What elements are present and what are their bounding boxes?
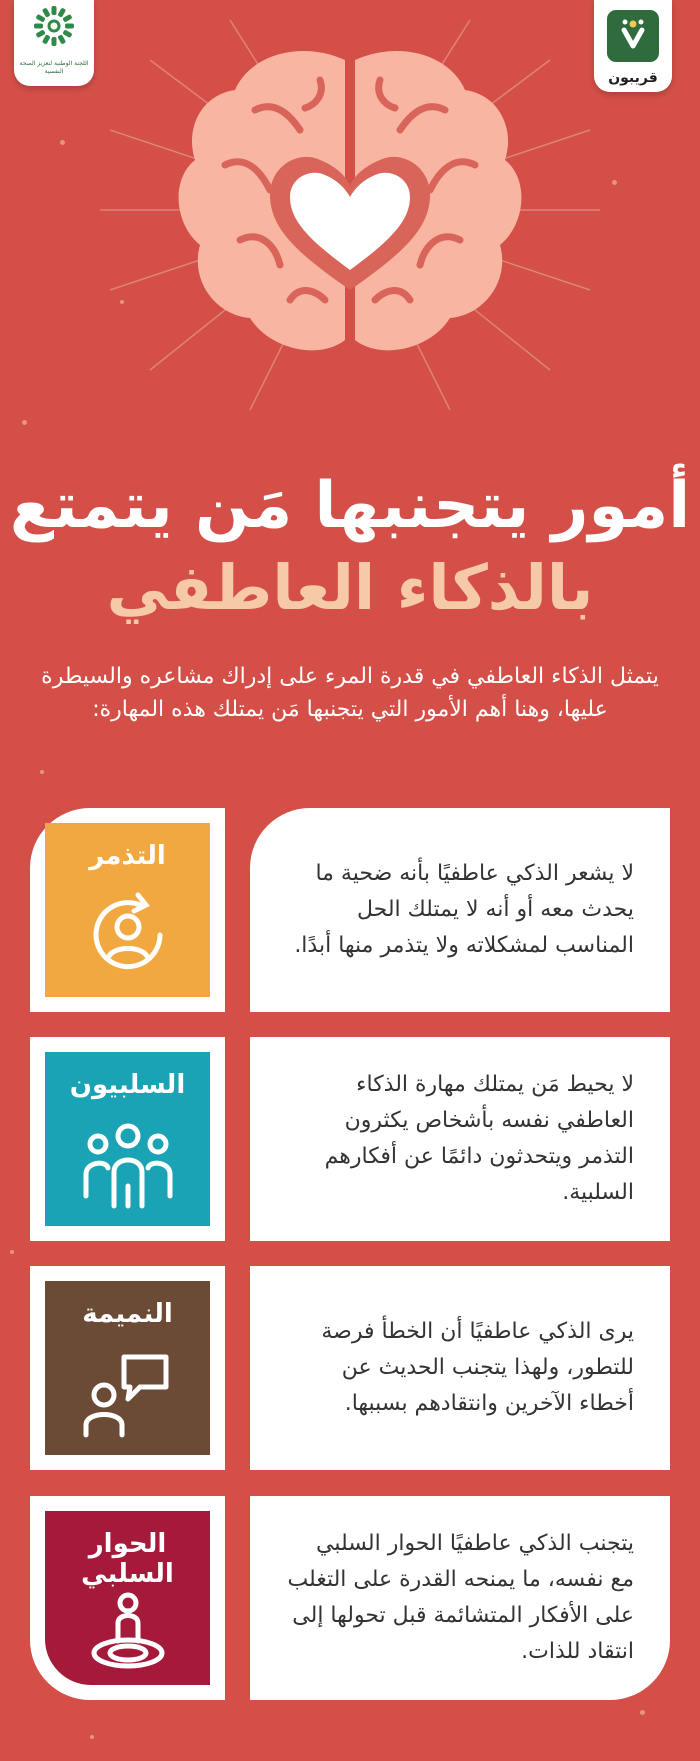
decor-speck (10, 1250, 14, 1254)
page-subtitle: بالذكاء العاطفي (106, 551, 594, 624)
item-icon-card (30, 1496, 225, 1700)
qaribun-logo-label: قريبون (608, 70, 658, 86)
item-text-card (250, 1496, 670, 1700)
intro-paragraph: يتمثل الذكاء العاطفي في قدرة المرء على إدراك مشاعره والسيطرة عليها، وهنا أهم الأمور التي يتجنبها مَن يمتلك هذه المهارة: (41, 664, 659, 722)
item-icon-panel (45, 1052, 210, 1226)
item-icon-panel (45, 1281, 210, 1455)
item-icon-panel (45, 823, 210, 997)
person-speech-icon (78, 1345, 178, 1441)
item-description: يرى الذكي عاطفيًا أن الخطأ فرصة للتطور، ولهذا يتجنب الحديث عن أخطاء الآخرين وانتقادهم بسببها. (321, 1319, 634, 1416)
item-description: يتجنب الذكي عاطفيًا الحوار السلبي مع نفسه، ما يمنحه القدرة على التغلب على الأفكار المتشائمة قبل تحولها إلى انتقاد للذات. (287, 1531, 634, 1664)
item-text-card (250, 808, 670, 1012)
item-row-complaining (30, 808, 670, 1012)
item-title: السلبيون (69, 1070, 186, 1100)
item-icon-panel (45, 1511, 210, 1685)
item-icon-card (30, 808, 225, 1012)
item-title: النميمة (82, 1299, 173, 1329)
page-title: أمور يتجنبها مَن يتمتع (9, 469, 691, 543)
item-description: لا يحيط مَن يمتلك مهارة الذكاء العاطفي نفسه بأشخاص يكثرون التذمر ويتحدثون دائمًا عن أفكارهم السلبية. (324, 1072, 634, 1205)
item-title: التذمر (89, 841, 166, 871)
item-text-card (250, 1266, 670, 1470)
person-target-icon (83, 1591, 173, 1671)
item-row-gossip (30, 1266, 670, 1470)
item-row-negative-self-talk (30, 1496, 670, 1700)
item-title: الحوار السلبي (81, 1529, 174, 1589)
item-row-negative-people (30, 1037, 670, 1241)
person-refresh-icon (80, 887, 176, 983)
decor-speck (640, 1710, 645, 1715)
item-description: لا يشعر الذكي عاطفيًا بأنه ضحية ما يحدث معه أو أنه لا يمتلك الحل المناسب لمشكلاته ولا يتذمر منها أبدًا. (294, 861, 634, 958)
item-icon-card (30, 1037, 225, 1241)
decor-speck (90, 1735, 94, 1739)
brain-heart-illustration (0, 0, 700, 450)
decor-speck (40, 770, 44, 774)
national-committee-label: اللجنة الوطنية لتعزيز الصحة النفسية (19, 60, 89, 75)
group-icon (78, 1116, 178, 1212)
item-text-card (250, 1037, 670, 1241)
item-icon-card (30, 1266, 225, 1470)
